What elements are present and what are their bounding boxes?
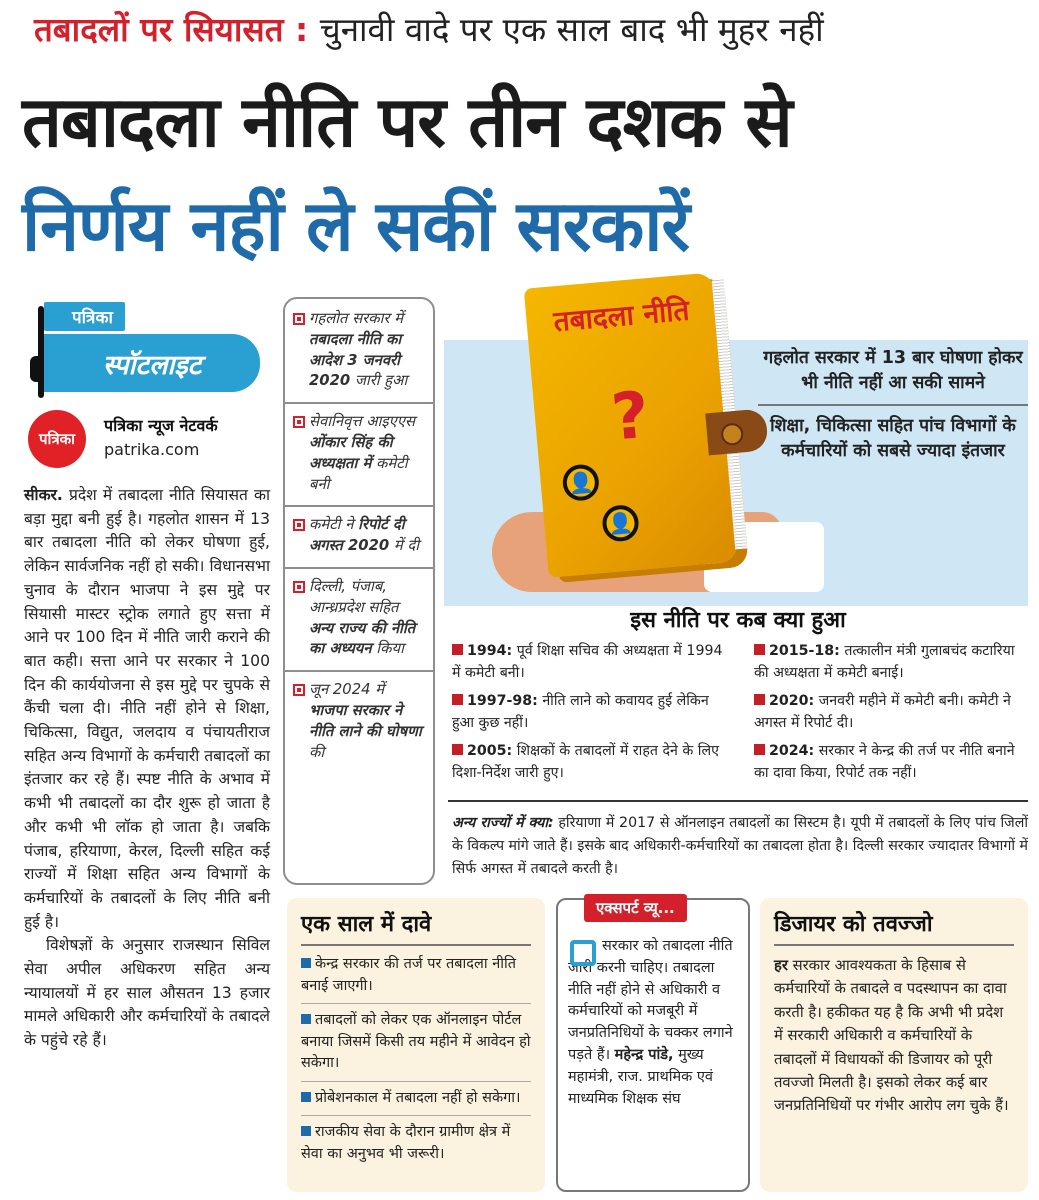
spotlight-label: स्पॉटलाइट [102, 349, 202, 381]
square-bullet-icon [301, 1092, 311, 1102]
timeline-item: दिल्ली, पंजाब, आन्ध्रप्रदेश सहित अन्य राज्य की नीति का अध्ययन किया [285, 567, 433, 660]
caption-2: शिक्षा, चिकित्सा सहित पांच विभागों के कर्मचारियों को सबसे ज्यादा इंतजार [770, 416, 1016, 461]
other-states-text: हरियाणा में 2017 से ऑनलाइन तबादलों का सिस्टम है। यूपी में तबादलों के लिए पांच जिलों के विकल्प मांगे जाते हैं। इसके बाद अधिकारी-कर्मचारियों का तबादला होता है। दिल्ली सरकार ज्यादातर विभागों में सिर्फ अगस्त में तबादले करती है। [452, 815, 1028, 877]
bullet-icon [293, 581, 305, 593]
kicker-separator: : [295, 10, 309, 49]
claim-item: तबादलों को लेकर एक ऑनलाइन पोर्टल बनाया जिसमें किसी तय महीने में आवेदन हो सकेगा। [301, 1010, 531, 1082]
event-item: 2020: जनवरी महीने में कमेटी बनी। कमेटी ने अगस्त में रिपोर्ट दी। [754, 693, 1011, 731]
square-bullet-icon [754, 744, 765, 755]
headline-line-2: निर्णय नहीं ले सकीं सरकारें [22, 185, 689, 267]
square-bullet-icon [452, 694, 463, 705]
event-item: 2015-18: तत्कालीन मंत्री गुलाबचंद कटारिया की अध्यक्षता में कमेटी बनाई। [754, 643, 1015, 681]
patrika-logo: पत्रिका [28, 410, 86, 468]
square-bullet-icon [301, 1014, 311, 1024]
desire-box [760, 898, 1028, 1192]
expert-tag: एक्सपर्ट व्यू... [584, 894, 687, 922]
claims-box [287, 898, 545, 1192]
bullet-icon [293, 313, 305, 325]
event-item: 2005: शिक्षकों के तबादलों में राहत देने के लिए दिशा-निर्देश जारी हुए। [452, 743, 719, 781]
byline [28, 408, 268, 468]
claim-item: केन्द्र सरकार की तर्ज पर तबादला नीति बनाई जाएगी। [301, 954, 531, 1004]
events-divider [448, 800, 1028, 802]
desire-divider [774, 944, 1014, 946]
timeline-item: गहलोत सरकार में तबादला नीति का आदेश 3 जनवरी 2020 जारी हुआ [293, 309, 425, 392]
person-icon: 👤 [561, 463, 600, 502]
events-left-column [452, 640, 724, 790]
desire-title: डिजायर को तवज्जो [774, 912, 933, 937]
bullet-icon [293, 684, 305, 696]
spotlight-tag: पत्रिका [44, 302, 125, 331]
other-states-label: अन्य राज्यों में क्या: [452, 815, 554, 831]
person-icon: 👤 [601, 504, 640, 543]
event-item: 1994: पूर्व शिक्षा सचिव की अध्यक्षता में 1994 में कमेटी बनी। [452, 643, 723, 681]
timeline-item: जून 2024 में भाजपा सरकार ने नीति लाने की घोषणा की [285, 670, 433, 763]
event-item: 1997-98: नीति लाने को कवायद हुई लेकिन हुआ कुछ नहीं। [452, 693, 709, 731]
event-item: 2024: सरकार ने केन्द्र की तर्ज पर नीति बनाने का दावा किया, रिपोर्ट तक नहीं। [754, 743, 1015, 781]
square-bullet-icon [452, 744, 463, 755]
body-paragraph-2: विशेषज्ञों के अनुसार राजस्थान सिविल सेवा अपील अधिकरण सहित अन्य न्यायालयों में हर साल औसतन 13 हजार मामले अधिकारी और कर्मचारियों के तबादले के पहुंचे रहे हैं। [24, 936, 270, 1050]
timeline-item: कमेटी ने रिपोर्ट दी अगस्त 2020 में दी [285, 505, 433, 557]
timeline-item: सेवानिवृत्त आइएएस ओंकार सिंह की अध्यक्षता में कमेटी बनी [285, 402, 433, 495]
headline-line-1: तबादला नीति पर तीन दशक से [22, 81, 792, 163]
kicker-label: तबादलों पर सियासत [34, 10, 284, 49]
quote-icon [570, 940, 596, 966]
claim-item: राजकीय सेवा के दौरान ग्रामीण क्षेत्र में सेवा का अनुभव भी जरूरी। [301, 1124, 511, 1162]
policy-illustration [444, 262, 1028, 606]
book-illustration [524, 272, 739, 577]
claims-title: एक साल में दावे [301, 912, 432, 937]
expert-text: सरकार को तबादला नीति जारी करनी चाहिए। तबादला नीति नहीं होने से अधिकारी व कर्मचारियों को मजबूरी में जनप्रतिनिधियों के चक्कर लगाने पड़ते हैं। महेन्द्र पांडे, मुख्य महामंत्री, राज. प्राथमिक एवं माध्यमिक शिक्षक संघ [568, 938, 733, 1107]
square-bullet-icon [301, 958, 311, 968]
dateline: सीकर. [24, 486, 63, 504]
square-bullet-icon [301, 1126, 311, 1136]
graphic-captions [758, 346, 1028, 464]
question-mark-icon: ? [608, 378, 653, 456]
square-bullet-icon [754, 644, 765, 655]
bullet-icon [293, 416, 305, 428]
kicker [34, 4, 824, 56]
events-title: इस नीति पर कब क्या हुआ [630, 608, 846, 633]
events-right-column [754, 640, 1028, 790]
expert-name: महेन्द्र पांडे, [614, 1046, 674, 1063]
caption-1: गहलोत सरकार में 13 बार घोषणा होकर भी नीति नहीं आ सकी सामने [763, 348, 1023, 393]
spotlight-bar [44, 334, 260, 392]
kicker-text: चुनावी वादे पर एक साल बाद भी मुहर नहीं [319, 10, 824, 49]
expert-view-box [556, 898, 750, 1192]
square-bullet-icon [452, 644, 463, 655]
body-paragraph-1 [24, 484, 270, 934]
desire-text: हर सरकार आवश्यकता के हिसाब से कर्मचारियों के तबादले व पदस्थापन का दावा करती है। हकीकत यह है कि अभी भी प्रदेश में सरकारी अधिकारी व कर्मचारियों के तबादलों में विधायकों की डिजायर को पूरी तवज्जो मिलती है। इसको लेकर कई बार जनप्रतिनिधियों पर गंभीर आरोप लग चुके हैं। [774, 957, 1009, 1115]
body-text-1: प्रदेश में तबादला नीति सियासत का बड़ा मुद्दा बनी हुई है। गहलोत शासन में 13 बार तबादला नीति को लेकर घोषणा हुई, लेकिन सार्वजनिक नहीं हो सकी। विधानसभा चुनाव के दौरान भाजपा ने इस मुद्दे पर सियासी मास्टर स्ट्रोक लगाते हुए सत्ता में आने पर 100 दिन में नीति जारी कराने की बात कही। सत्ता आने पर सरकार ने 100 दिन की कार्ययोजना से इस मुद्दे पर चुपके से कैंची चला दी। नीति नहीं होने से शिक्षा, चिकित्सा, विद्युत, जलदाय व पंचायतीराज सहित अन्य विभागों के कर्मचारी तबादलों का इंतजार कर रहे हैं। स्पष्ट नीति के अभाव में कभी भी तबादलों का दौर शुरू हो जाता है और कभी भी लॉक हो जाता है। जबकि पंजाब, हरियाणा, केरल, दिल्ली सहित कई राज्यों में शिक्षा सहित अन्य विभागों के कर्मचारियों के तबादलों के लिए नीति बनी हुई है। [24, 486, 270, 931]
other-states-note [452, 812, 1028, 881]
caption-divider [758, 404, 1028, 406]
spotlight-badge [24, 296, 266, 400]
bullet-icon [293, 519, 305, 531]
timeline-box [283, 297, 435, 885]
claims-divider [301, 944, 531, 946]
byline-site: patrika.com [104, 440, 200, 459]
byline-network: पत्रिका न्यूज नेटवर्क [104, 416, 218, 435]
article-body [24, 484, 270, 1053]
square-bullet-icon [754, 694, 765, 705]
claim-item: प्रोबेशनकाल में तबादला नहीं हो सकेगा। [301, 1088, 531, 1117]
book-title: तबादला नीति [552, 293, 691, 339]
